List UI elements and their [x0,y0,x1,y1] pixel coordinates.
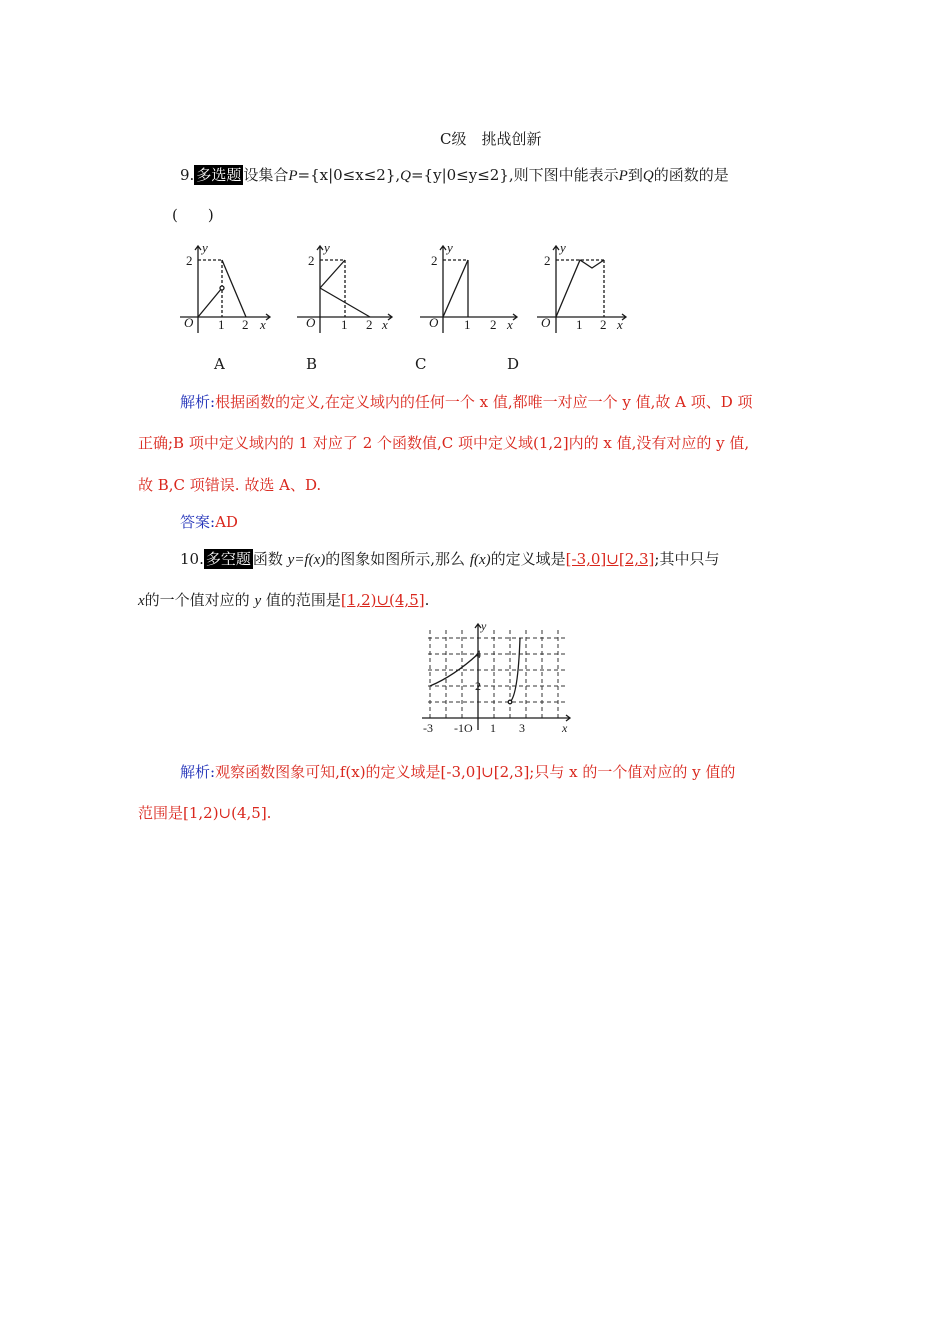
graph-a-x-label: x [260,317,266,332]
q9-analysis-line1 [180,392,753,412]
graph-b-x-label: x [382,317,388,332]
q10-analysis-line2: 范围是[1,2)∪(4,5]. [138,804,272,822]
q10-tick-m3: -3 [423,721,433,735]
graph-b-origin: O [306,315,316,330]
q9-tag: 多选题 [196,166,242,184]
q9-number: 9. [180,166,195,184]
q10-graph [418,620,578,738]
q10-tick-2: 2 [475,679,481,693]
q10-stem-d: ;其中只与 [654,550,720,568]
q9-stem-text-c: 到 [627,166,643,184]
q10-stem-line1 [180,549,719,570]
set-p: P [288,168,298,184]
set-p-def: ={x|0≤x≤2}, [297,166,401,184]
q10-stem-a: 函数 [252,550,288,568]
q10-stem-x: x [138,593,145,609]
graph-d-origin: O [541,315,551,330]
graph-c-x-label: x [507,317,513,332]
graph-b-y-label: y [324,240,330,255]
graph-label-c: C [415,355,427,373]
q10-blank2: [1,2)∪(4,5] [340,591,425,609]
graph-label-a: A [214,355,225,373]
q10-fn: y=f(x) [287,552,326,568]
graph-c-y-label: y [447,240,453,255]
graph-b-tick-1: 1 [341,317,348,332]
graph-a-tick-2y: 2 [186,253,193,268]
q10-stem-f: 值的范围是 [261,591,341,609]
q10-tag: 多空题 [205,550,251,568]
graph-a-origin: O [184,315,194,330]
graph-label-d: D [507,355,520,373]
q9-graphs [170,238,640,343]
q10-analysis-label: 解析: [180,763,216,781]
q10-analysis-text-1: 观察函数图象可知,f(x)的定义域是[-3,0]∪[2,3];只与 x 的一个值对应的 y 值的 [215,763,736,781]
q9-answer: AD [215,513,238,531]
q9-stem-text-d: 的函数的是 [653,166,729,184]
graph-d-y-label: y [560,240,566,255]
q9-answer-line [180,512,238,532]
q9-stem-text: 设集合 [243,166,289,184]
q9-analysis-text-1: 根据函数的定义,在定义域内的任何一个 x 值,都唯一对应一个 y 值,故 A 项、D 项 [215,393,753,411]
q9-analysis-line2: 正确;B 项中定义域内的 1 对应了 2 个函数值,C 项中定义域(1,2]内的 x 值,没有对应的 y 值, [138,434,750,452]
graph-c-tick-2x: 2 [490,317,497,332]
q10-tick-4: 4 [475,647,481,661]
q10-stem-g: . [424,591,430,609]
q10-tick-1: 1 [490,721,496,735]
q9-stem-q: Q [642,168,654,184]
q10-analysis-line1 [180,762,735,782]
q9-blank: ( ) [172,206,214,224]
graph-c-origin: O [429,315,439,330]
q9-stem-p: P [618,168,628,184]
graph-a-y-label: y [202,240,208,255]
graph-c-tick-2y: 2 [431,253,438,268]
graph-a [180,246,270,333]
q10-stem-e: 的一个值对应的 [144,591,255,609]
set-q-def: ={y|0≤y≤2}, [410,166,514,184]
q9-stem-text-b: 则下图中能表示 [513,166,619,184]
graph-d-x-label: x [617,317,623,332]
graph-d-tick-2y: 2 [544,253,551,268]
graph-b-tick-2y: 2 [308,253,315,268]
q9-answer-label: 答案: [180,513,216,531]
q9-analysis-line3: 故 B,C 项错误. 故选 A、D. [138,476,322,494]
q10-stem-c: 的定义域是 [490,550,566,568]
graph-a-tick-1: 1 [218,317,225,332]
q9-analysis-label: 解析: [180,393,216,411]
graph-label-b: B [306,355,318,373]
section-title: C级 挑战创新 [440,130,542,148]
q10-tick-3: 3 [519,721,525,735]
set-q: Q [400,168,411,184]
q10-blank1: [-3,0]∪[2,3] [565,550,655,568]
q10-y-label: y [481,620,487,633]
q10-stem-y: y [254,593,262,609]
q10-stem-line2 [138,590,429,611]
q10-x-label: x [562,721,568,735]
graph-d-tick-1: 1 [576,317,583,332]
graph-b-tick-2x: 2 [366,317,373,332]
q10-tick-m1o: -1O [454,721,473,735]
graph-d-tick-2x: 2 [600,317,607,332]
q10-number: 10. [180,550,204,568]
q10-stem-b: 的图象如图所示,那么 [325,550,470,568]
q9-stem [180,165,729,186]
graph-c-tick-1: 1 [464,317,471,332]
graph-a-tick-2x: 2 [242,317,249,332]
q10-fx: f(x) [469,552,491,568]
